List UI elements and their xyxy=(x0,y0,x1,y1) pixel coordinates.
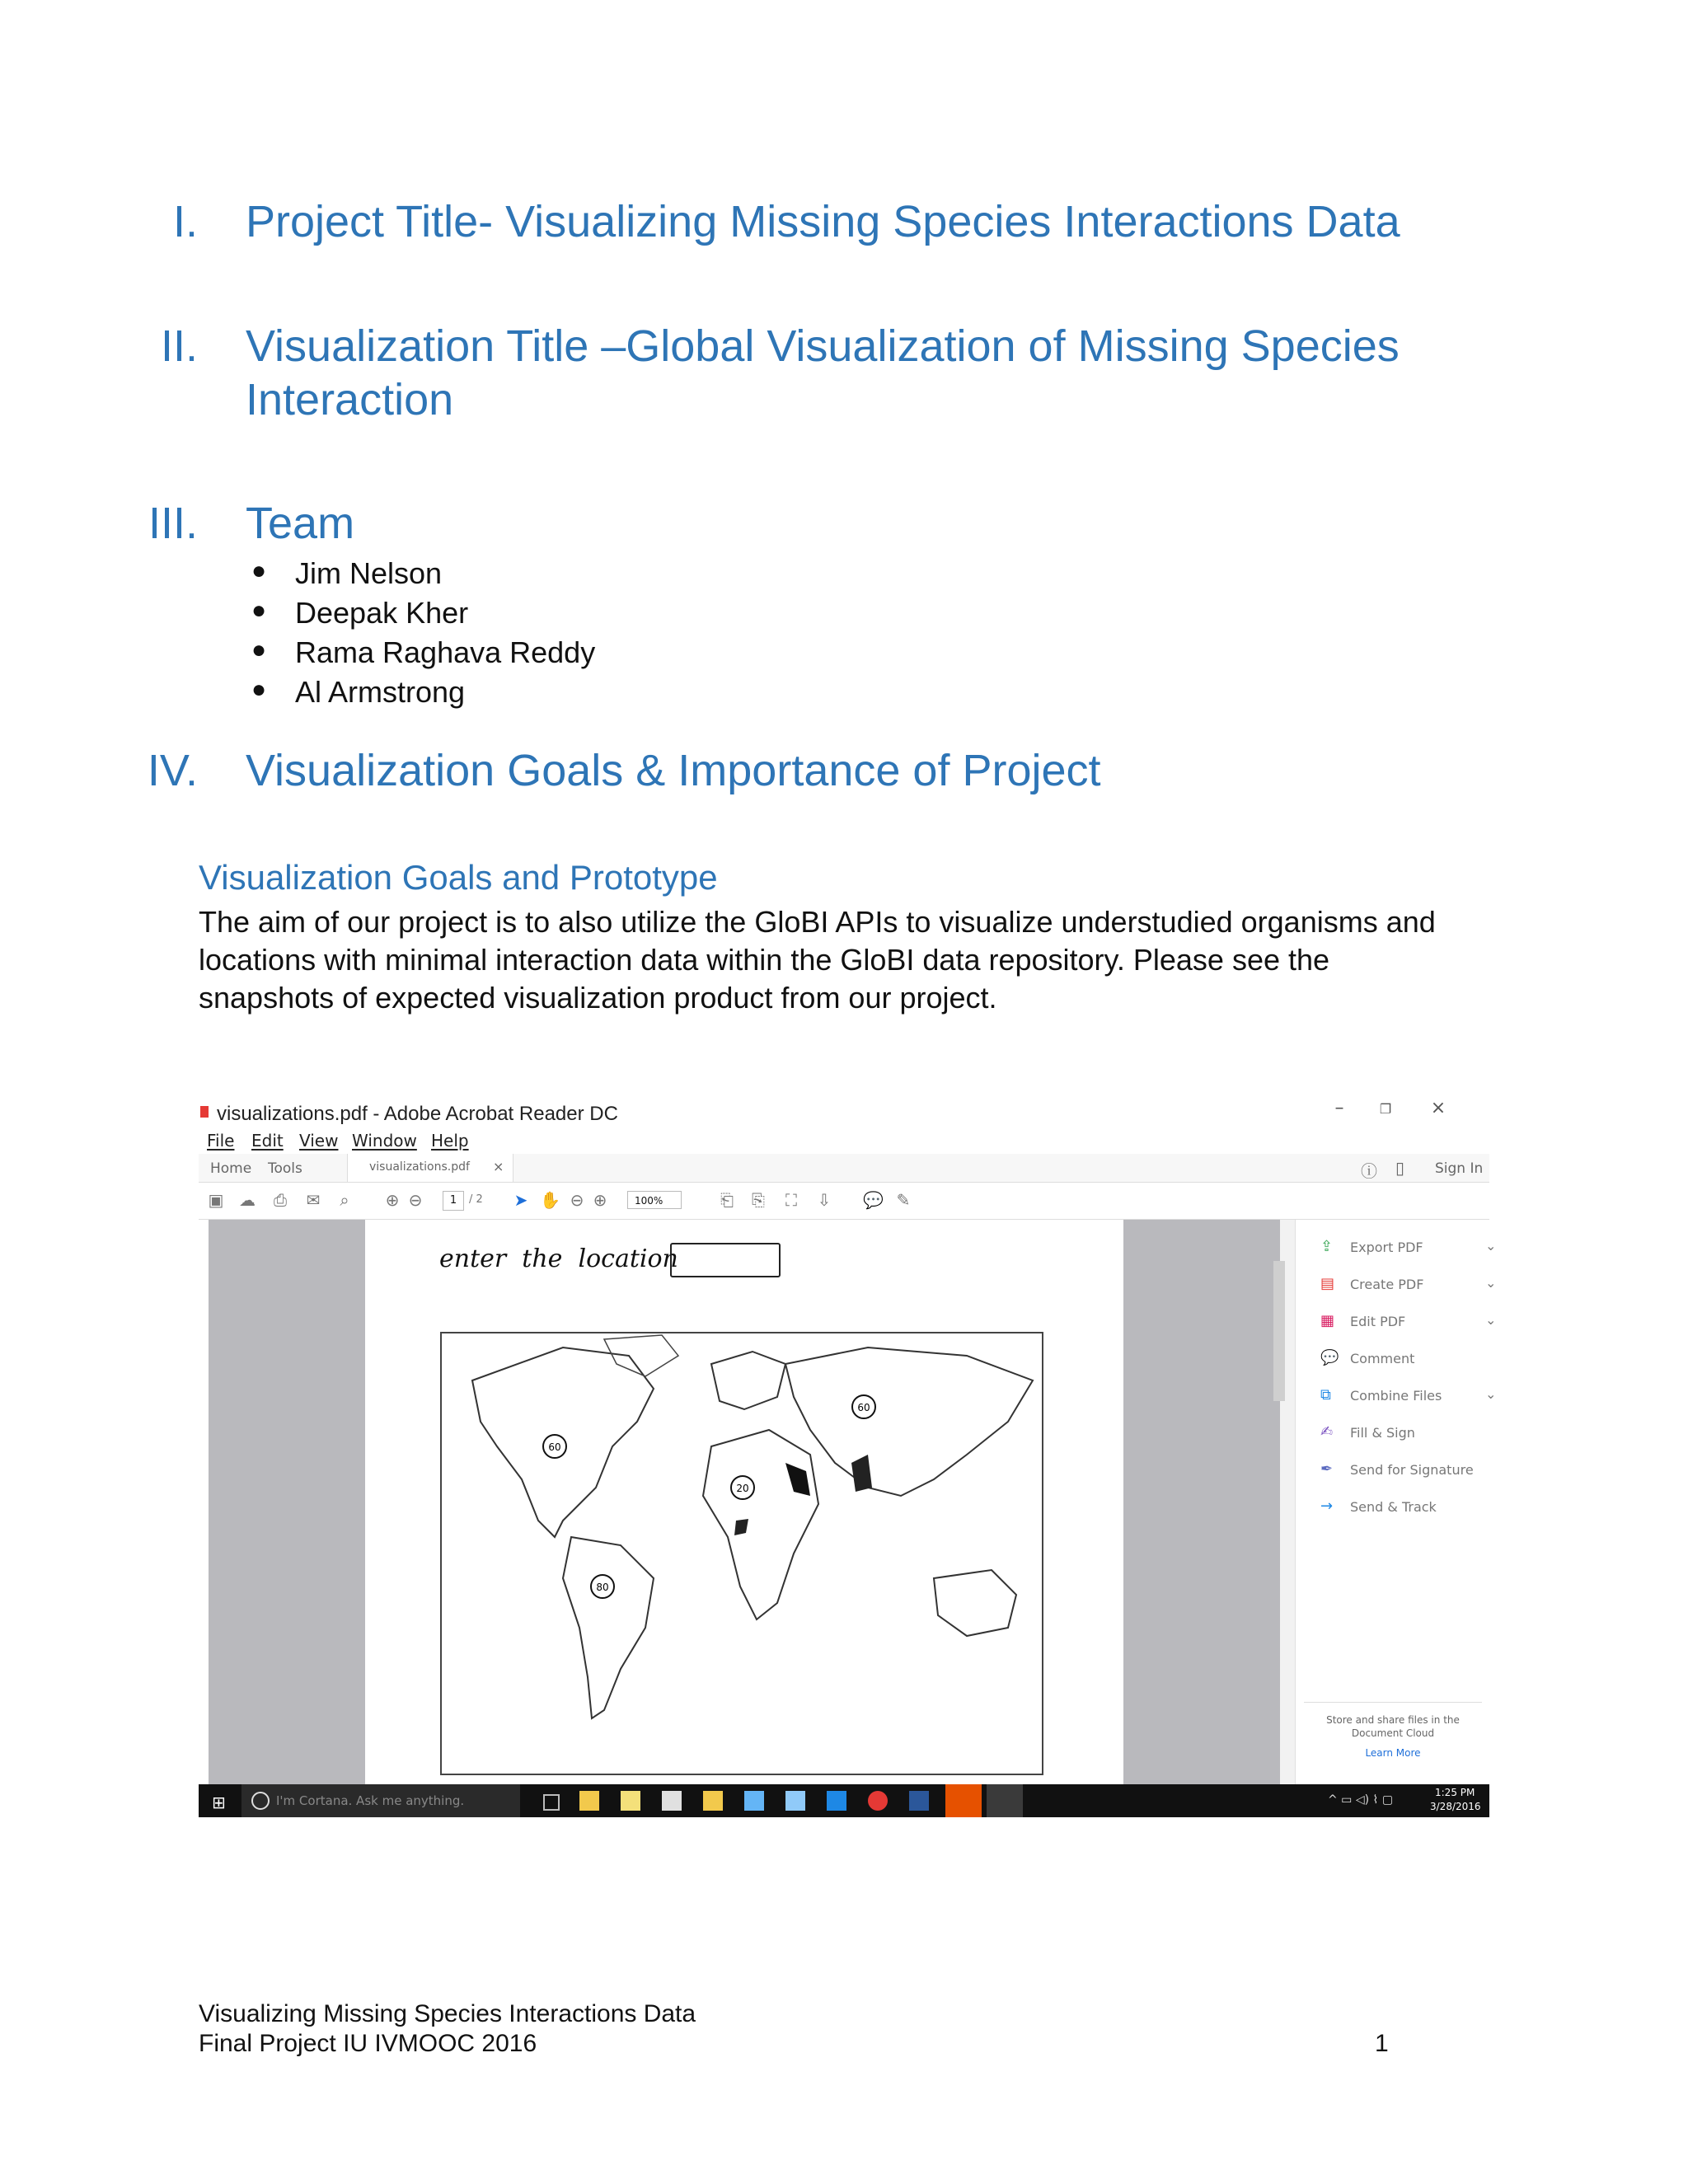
viewer-margin-left xyxy=(209,1220,365,1784)
help-icon[interactable]: ⓘ xyxy=(1361,1161,1377,1181)
map-marker-label: 60 xyxy=(857,1402,870,1413)
zoom-in-icon[interactable]: ⊕ xyxy=(593,1190,607,1210)
pdf-page xyxy=(365,1220,1123,1784)
scroll-mode-icon[interactable]: ⇩ xyxy=(817,1190,832,1210)
file-explorer-icon[interactable] xyxy=(579,1791,599,1811)
chevron-down-icon[interactable]: ⌄ xyxy=(1485,1275,1497,1291)
zoom-select[interactable]: 100% xyxy=(627,1191,682,1209)
section-number-2: II. xyxy=(160,321,198,371)
tools-pane xyxy=(1295,1220,1497,1784)
tool-label: Fill & Sign xyxy=(1350,1425,1415,1441)
section-title-project: Project Title- Visualizing Missing Species Interactions Data xyxy=(246,197,1400,246)
page-down-icon[interactable]: ⊖ xyxy=(408,1190,423,1210)
tab-document-label: visualizations.pdf xyxy=(369,1160,470,1174)
cloud-upload-icon[interactable]: ☁ xyxy=(239,1190,256,1210)
tool-label: Create PDF xyxy=(1350,1277,1424,1292)
section-number-3: III. xyxy=(148,499,198,548)
paragraph-line: The aim of our project is to also utilize the GloBI APIs to visualize understudied organisms and xyxy=(199,905,1436,939)
paragraph-line: snapshots of expected visualization product from our project. xyxy=(199,981,997,1015)
windows-taskbar xyxy=(199,1784,1489,1817)
map-marker-label: 20 xyxy=(736,1483,749,1494)
clock-time: 1:25 PM xyxy=(1435,1787,1475,1798)
tool-label: Export PDF xyxy=(1350,1240,1423,1255)
sketch-location-input[interactable] xyxy=(670,1243,781,1277)
acrobat-screenshot xyxy=(199,1096,1497,1825)
page-number: 1 xyxy=(1375,2030,1389,2057)
rotate-icon[interactable]: ⎘ xyxy=(752,1190,765,1210)
folder-icon[interactable] xyxy=(703,1791,723,1811)
send-track-icon: → xyxy=(1320,1497,1334,1515)
bullet-icon: ● xyxy=(251,597,267,624)
africa-dark-region xyxy=(734,1519,748,1535)
section-title-goals: Visualization Goals & Importance of Project xyxy=(246,746,1101,795)
section-number-1: I. xyxy=(172,197,198,246)
cloud-promo-line1: Store and share files in the xyxy=(1326,1714,1460,1726)
cortana-placeholder: I'm Cortana. Ask me anything. xyxy=(276,1793,465,1808)
notes-app-icon[interactable] xyxy=(621,1791,640,1811)
save-icon[interactable]: ▣ xyxy=(208,1190,224,1210)
email-icon[interactable]: ✉ xyxy=(306,1190,321,1210)
clock-date: 3/28/2016 xyxy=(1430,1801,1481,1812)
tab-tools[interactable]: Tools xyxy=(268,1160,302,1177)
chevron-down-icon[interactable]: ⌄ xyxy=(1485,1312,1497,1328)
bullet-icon: ● xyxy=(251,557,267,584)
menu-bar xyxy=(199,1129,1489,1152)
viewer-margin-right xyxy=(1123,1220,1280,1784)
section-title-visualization-line1: Visualization Title –Global Visualization of Missing Species xyxy=(246,321,1400,371)
footer-line2: Final Project IU IVMOOC 2016 xyxy=(199,2030,537,2057)
menu-help[interactable]: Help xyxy=(431,1131,469,1151)
menu-file[interactable]: File xyxy=(207,1131,235,1151)
pdf-file-icon xyxy=(200,1106,209,1118)
chrome-icon[interactable] xyxy=(868,1791,888,1811)
scrollbar-thumb[interactable] xyxy=(1273,1261,1285,1401)
continent-africa xyxy=(703,1430,818,1619)
tool-label: Edit PDF xyxy=(1350,1314,1406,1329)
tab-home[interactable]: Home xyxy=(210,1160,252,1177)
fill-sign-icon: ✍ xyxy=(1320,1423,1334,1441)
sign-in-button[interactable]: Sign In xyxy=(1435,1160,1484,1177)
team-member: Rama Raghava Reddy xyxy=(295,635,596,669)
chevron-down-icon[interactable]: ⌄ xyxy=(1485,1386,1497,1402)
footer-line1: Visualizing Missing Species Interactions Data xyxy=(199,2000,696,2027)
menu-window[interactable]: Window xyxy=(352,1131,417,1151)
word-icon[interactable] xyxy=(909,1791,929,1811)
section-title-team: Team xyxy=(246,499,355,548)
continent-south-america xyxy=(563,1537,654,1718)
continent-asia xyxy=(785,1347,1033,1496)
team-member: Jim Nelson xyxy=(295,556,443,590)
cloud-divider xyxy=(1304,1702,1482,1703)
cortana-search[interactable] xyxy=(241,1784,520,1817)
world-map-sketch xyxy=(439,1331,1045,1776)
print-icon[interactable]: ⎙ xyxy=(274,1190,287,1210)
section-number-4: IV. xyxy=(147,746,198,795)
outlook-icon[interactable] xyxy=(945,1784,982,1817)
fit-page-icon[interactable]: ⎗ xyxy=(720,1190,734,1210)
tool-label: Send & Track xyxy=(1350,1499,1437,1515)
menu-view[interactable]: View xyxy=(299,1131,339,1151)
tool-label: Combine Files xyxy=(1350,1388,1442,1404)
page-number-input[interactable]: 1 xyxy=(443,1191,464,1211)
close-icon[interactable]: × xyxy=(1430,1098,1447,1118)
send-signature-icon: ✒ xyxy=(1320,1460,1334,1478)
bullet-icon: ● xyxy=(251,676,267,703)
page-total: / 2 xyxy=(469,1193,483,1206)
chevron-down-icon[interactable]: ⌄ xyxy=(1485,1238,1497,1254)
search-icon[interactable]: ⌕ xyxy=(340,1190,349,1210)
hand-tool-icon[interactable]: ✋ xyxy=(540,1190,560,1210)
highlight-icon[interactable]: ✎ xyxy=(896,1190,911,1210)
tab-document[interactable] xyxy=(347,1154,513,1182)
team-member: Deepak Kher xyxy=(295,596,469,630)
subsection-title: Visualization Goals and Prototype xyxy=(199,858,718,897)
tool-label: Send for Signature xyxy=(1350,1462,1474,1478)
mobile-icon[interactable]: ▯ xyxy=(1395,1158,1405,1178)
minimize-icon[interactable]: – xyxy=(1334,1098,1344,1118)
window-title: visualizations.pdf - Adobe Acrobat Reader DC xyxy=(217,1103,618,1125)
tab-bar xyxy=(199,1154,1489,1183)
learn-more-link[interactable]: Learn More xyxy=(1365,1747,1421,1759)
combine-files-icon: ⧉ xyxy=(1320,1386,1331,1404)
toolbar xyxy=(199,1183,1489,1220)
fullscreen-icon[interactable]: ⛶ xyxy=(785,1190,797,1210)
create-pdf-icon: ▤ xyxy=(1320,1275,1335,1292)
zoom-out-icon[interactable]: ⊖ xyxy=(570,1190,584,1210)
tab-close-icon[interactable]: × xyxy=(493,1159,504,1174)
menu-edit[interactable]: Edit xyxy=(251,1131,284,1151)
continent-europe xyxy=(711,1352,785,1409)
bullet-icon: ● xyxy=(251,636,267,663)
cortana-circle-icon xyxy=(251,1792,270,1810)
sketch-prompt: enter the location xyxy=(439,1244,678,1273)
section-title-visualization-line2: Interaction xyxy=(246,375,454,424)
task-view-icon[interactable] xyxy=(543,1794,560,1811)
tool-label: Comment xyxy=(1350,1351,1415,1366)
continent-greenland xyxy=(604,1335,678,1376)
store-icon[interactable] xyxy=(662,1791,682,1811)
comment-icon: 💬 xyxy=(1320,1349,1339,1366)
mail-icon[interactable] xyxy=(744,1791,764,1811)
document-viewer xyxy=(199,1220,1497,1784)
team-member: Al Armstrong xyxy=(295,675,466,709)
app-icon[interactable] xyxy=(785,1791,805,1811)
africa-dark-region xyxy=(785,1463,810,1496)
restore-icon[interactable]: ❐ xyxy=(1379,1101,1392,1117)
window-titlebar xyxy=(199,1096,1489,1129)
acrobat-icon[interactable] xyxy=(987,1784,1023,1817)
paragraph-line: locations with minimal interaction data within the GloBI data repository. Please see the xyxy=(199,943,1330,977)
system-tray-icons[interactable]: ^ ▭ ◁) ⌇ ▢ xyxy=(1328,1793,1394,1807)
page-up-icon[interactable]: ⊕ xyxy=(385,1190,400,1210)
edit-pdf-icon: ▦ xyxy=(1320,1312,1335,1329)
windows-start-icon[interactable]: ⊞ xyxy=(212,1793,226,1812)
map-marker-label: 60 xyxy=(548,1441,561,1453)
comment-icon[interactable]: 💬 xyxy=(863,1190,884,1210)
cloud-promo-line2: Document Cloud xyxy=(1351,1727,1435,1739)
export-pdf-icon: ⇪ xyxy=(1320,1238,1334,1255)
map-marker-label: 80 xyxy=(596,1582,609,1593)
select-cursor-icon[interactable]: ➤ xyxy=(513,1190,528,1210)
continent-australia xyxy=(934,1570,1016,1636)
remote-desktop-icon[interactable] xyxy=(827,1791,846,1811)
asia-dark-region xyxy=(851,1455,872,1492)
